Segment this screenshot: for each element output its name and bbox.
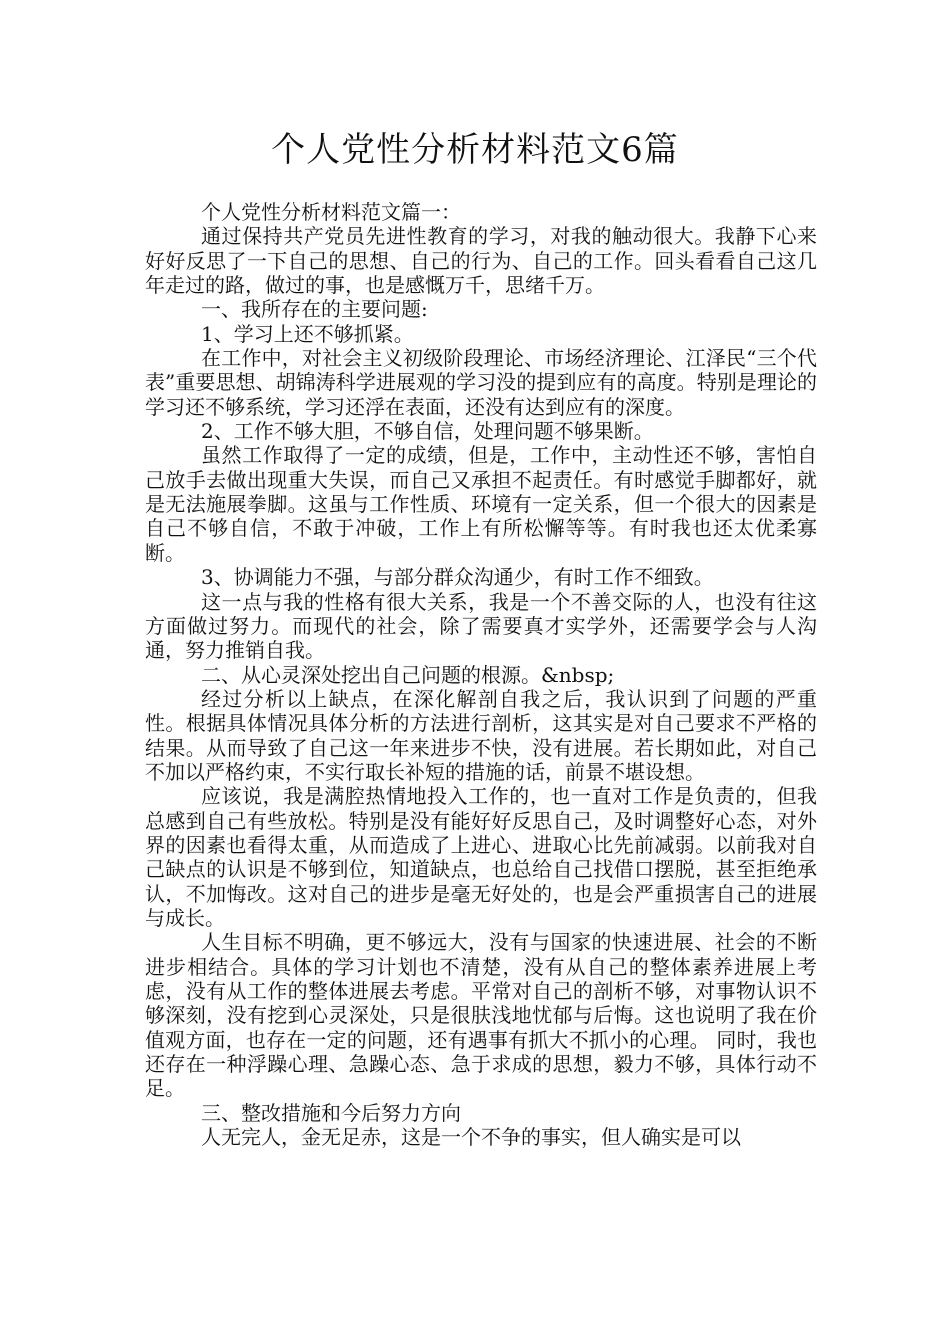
paragraph: 人无完人，金无足赤，这是一个不争的事实，但人确实是可以 [201,1125,741,1150]
document-body [145,200,817,1149]
subsection-heading: 2、工作不够大胆，不够自信，处理问题不够果断。 [201,419,654,444]
paragraph: 经过分析以上缺点，在深化解剖自我之后，我认识到了问题的严重性。根据具体情况具体分析的方法进行剖析，这其实是对自己要求不严格的结果。从而导致了自己这一年来进步不快，没有进展。若长期如此，对自己不加以严格约束，不实行取长补短的措施的话，前景不堪设想。 [145,686,817,784]
paragraph: 这一点与我的性格有很大关系，我是一个不善交际的人，也没有往这方面做过努力。而现代的社会，除了需要真才实学外，还需要学会与人沟通，努力推销自我。 [145,589,817,663]
paragraph: 人生目标不明确，更不够远大，没有与国家的快速进展、社会的不断进步相结合。具体的学习计划也不清楚，没有从自己的整体素养进展上考虑，没有从工作的整体进展去考虑。平常对自己的剖析不够，对事物认识不够深刻，没有挖到心灵深处，只是很肤浅地忧郁与后悔。这也说明了我在价值观方面，也存在一定的问题，还有遇事有抓大不抓小的心理。 同时，我也还存在一种浮躁心理、急躁心态、急于求成的思想，毅力不够，具体行动不足。 [145,930,817,1101]
section-heading: 二、从心灵深处挖出自己问题的根源。&nbsp; [201,662,615,687]
paragraph: 在工作中，对社会主义初级阶段理论、市场经济理论、江泽民“三个代表”重要思想、胡锦涛科学进展观的学习没的提到应有的高度。特别是理论的学习还不够系统，学习还浮在表面，还没有达到应有的深度。 [145,346,817,419]
paragraph: 虽然工作取得了一定的成绩，但是，工作中，主动性还不够，害怕自己放手去做出现重大失误，而自己又承担不起责任。有时感觉手脚都好，就是无法施展拳脚。这虽与工作性质、环境有一定关系，但一个很大的因素是自己不够自信，不敢于冲破，工作上有所松懈等等。有时我也还太优柔寡断。 [145,443,817,565]
paragraph-intro-heading: 个人党性分析材料范文篇一： [201,200,461,224]
section-heading: 三、整改措施和今后努力方向 [201,1100,461,1125]
subsection-heading: 3、协调能力不强，与部分群众沟通少，有时工作不细致。 [201,565,714,590]
paragraph: 通过保持共产党员先进性教育的学习，对我的触动很大。我静下心来好好反思了一下自己的思想、自己的行为、自己的工作。回头看看自己这几年走过的路，做过的事，也是感慨万千，思绪千万。 [145,224,817,298]
subsection-heading: 1、学习上还不够抓紧。 [201,321,414,346]
document-title: 个人党性分析材料范文6篇 [271,130,679,170]
paragraph: 应该说，我是满腔热情地投入工作的，也一直对工作是负责的，但我总感到自己有些放松。特别是没有能好好反思自己，及时调整好心态，对外界的因素也看得太重，从而造成了上进心、进取心比先前减弱。以前我对自己缺点的认识是不够到位，知道缺点，也总给自己找借口摆脱，甚至拒绝承认，不加悔改。这对自己的进步是毫无好处的，也是会严重损害自己的进展与成长。 [145,784,817,930]
section-heading: 一、我所存在的主要问题: [201,297,428,322]
